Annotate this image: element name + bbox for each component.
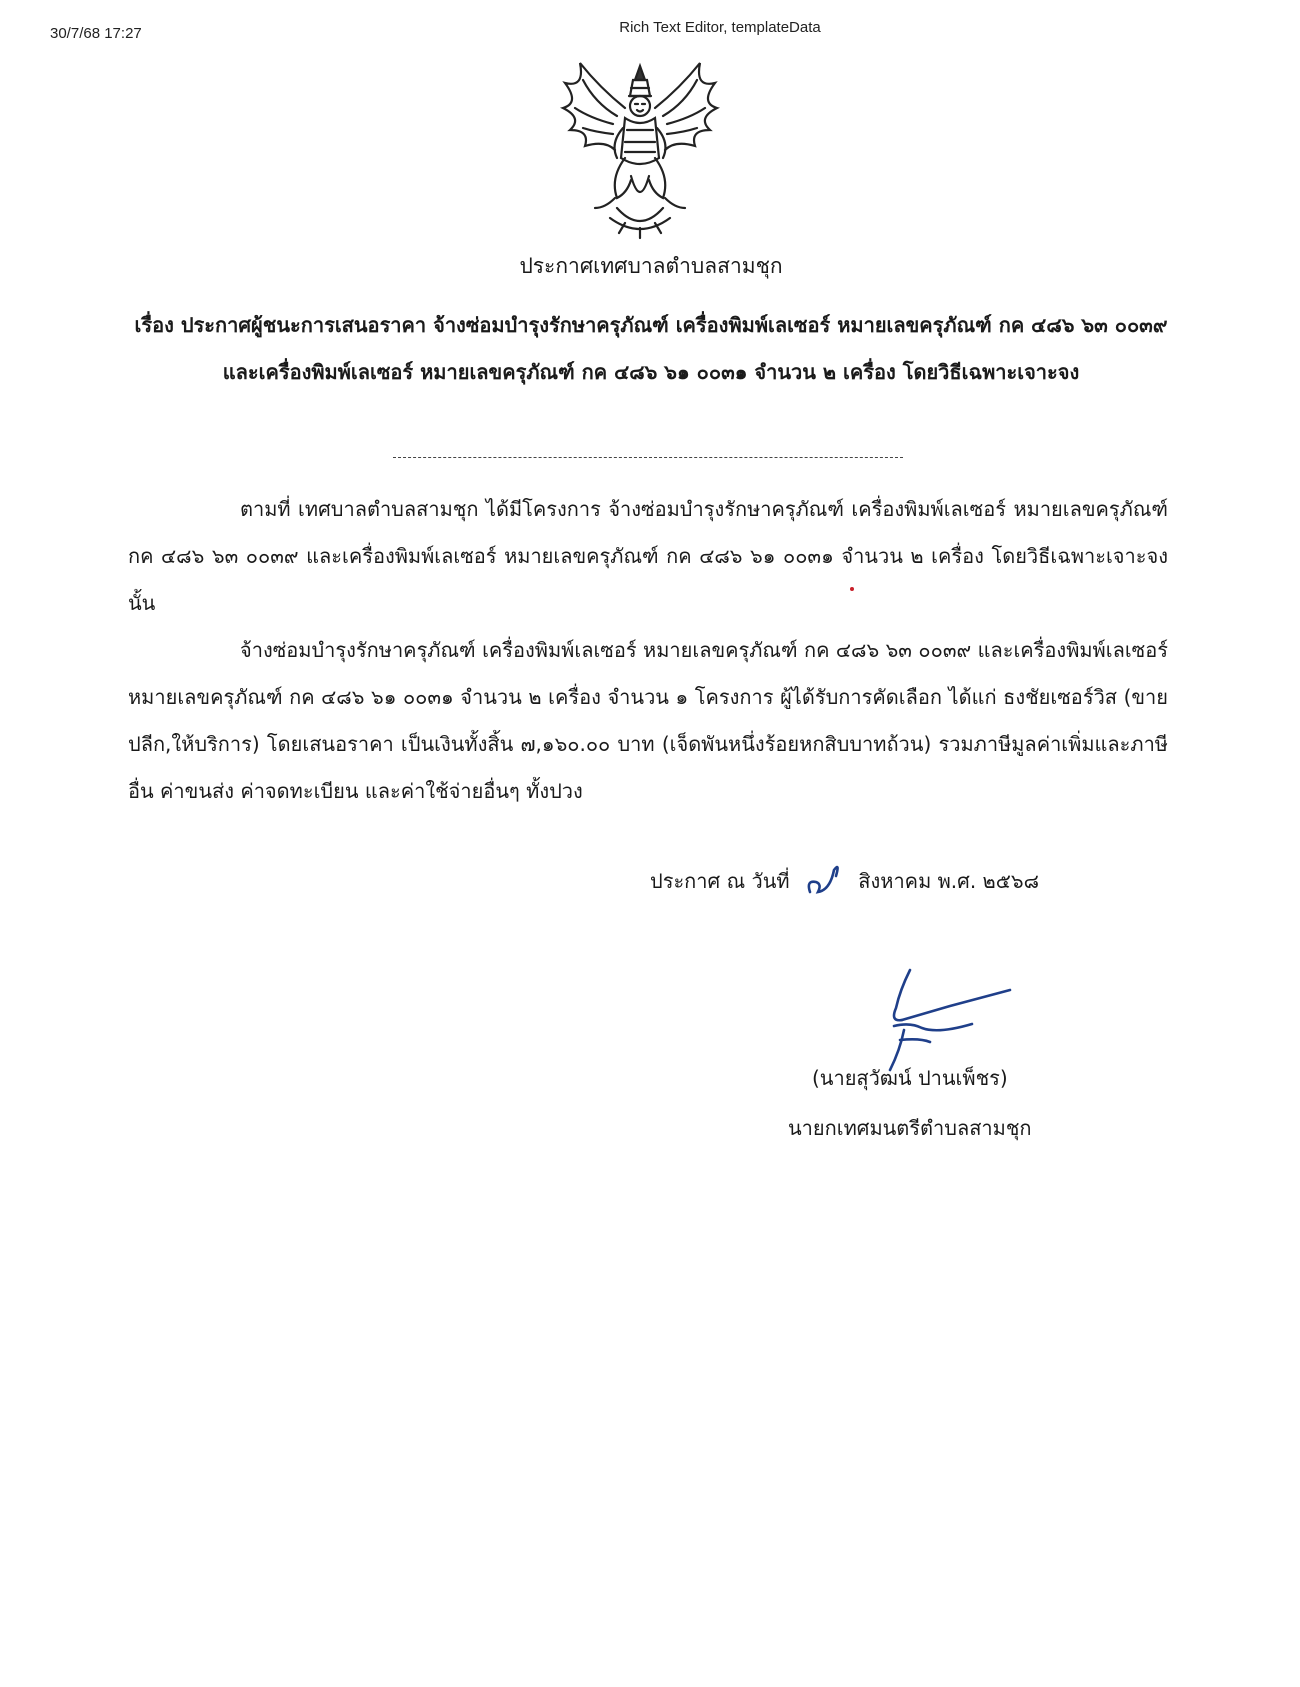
paragraph-2: จ้างซ่อมบำรุงรักษาครุภัณฑ์ เครื่องพิมพ์เลเซอร์ หมายเลขครุภัณฑ์ กค ๔๘๖ ๖๓ ๐๐๓๙ และเครื่องพิมพ์เลเซอร์ หมายเลขครุภัณฑ์ กค ๔๘๖ ๖๑ ๐๐๓๑ จำนวน ๒ เครื่อง จำนวน ๑ โครงการ ผู้ได้รับการคัดเลือก ได้แก่ ธงชัยเซอร์วิส (ขายปลีก,ให้บริการ) โดยเสนอราคา เป็นเงินทั้งสิ้น ๗,๑๖๐.๐๐ บาท (เจ็ดพันหนึ่งร้อยหกสิบบาทถ้วน) รวมภาษีมูลค่าเพิ่มและภาษีอื่น ค่าขนส่ง ค่าจดทะเบียน และค่าใช้จ่ายอื่นๆ ทั้งปวง [128, 638, 1168, 803]
print-date: 30/7/68 17:27 [50, 25, 142, 42]
announcement-date [650, 862, 1039, 902]
date-suffix: สิงหาคม พ.ศ. ๒๕๖๘ [858, 868, 1039, 893]
document-body [128, 486, 1168, 815]
document-subject: เรื่อง ประกาศผู้ชนะการเสนอราคา จ้างซ่อมบำรุงรักษาครุภัณฑ์ เครื่องพิมพ์เลเซอร์ หมายเลขครุภัณฑ์ กค ๔๘๖ ๖๓ ๐๐๓๙ และเครื่องพิมพ์เลเซอร์ หมายเลขครุภัณฑ์ กค ๔๘๖ ๖๑ ๐๐๓๑ จำนวน ๒ เครื่อง โดยวิธีเฉพาะเจาะจง [134, 313, 1168, 384]
signer-name: (นายสุวัฒน์ ปานเพ็ชร) [812, 1066, 1008, 1090]
red-ink-mark [850, 587, 854, 591]
garuda-emblem-icon [555, 58, 725, 240]
handwritten-day-mark [796, 862, 852, 902]
signer-position: นายกเทศมนตรีตำบลสามชุก [788, 1116, 1032, 1140]
paragraph-1: ตามที่ เทศบาลตำบลสามชุก ได้มีโครงการ จ้างซ่อมบำรุงรักษาครุภัณฑ์ เครื่องพิมพ์เลเซอร์ หมายเลขครุภัณฑ์ กค ๔๘๖ ๖๓ ๐๐๓๙ และเครื่องพิมพ์เลเซอร์ หมายเลขครุภัณฑ์ กค ๔๘๖ ๖๑ ๐๐๓๑ จำนวน ๒ เครื่อง โดยวิธีเฉพาะเจาะจง นั้น [128, 497, 1168, 615]
print-title: Rich Text Editor, templateData [619, 19, 821, 36]
section-divider [393, 457, 903, 458]
document-heading: ประกาศเทศบาลตำบลสามชุก [519, 254, 783, 278]
date-prefix: ประกาศ ณ วันที่ [650, 868, 790, 893]
